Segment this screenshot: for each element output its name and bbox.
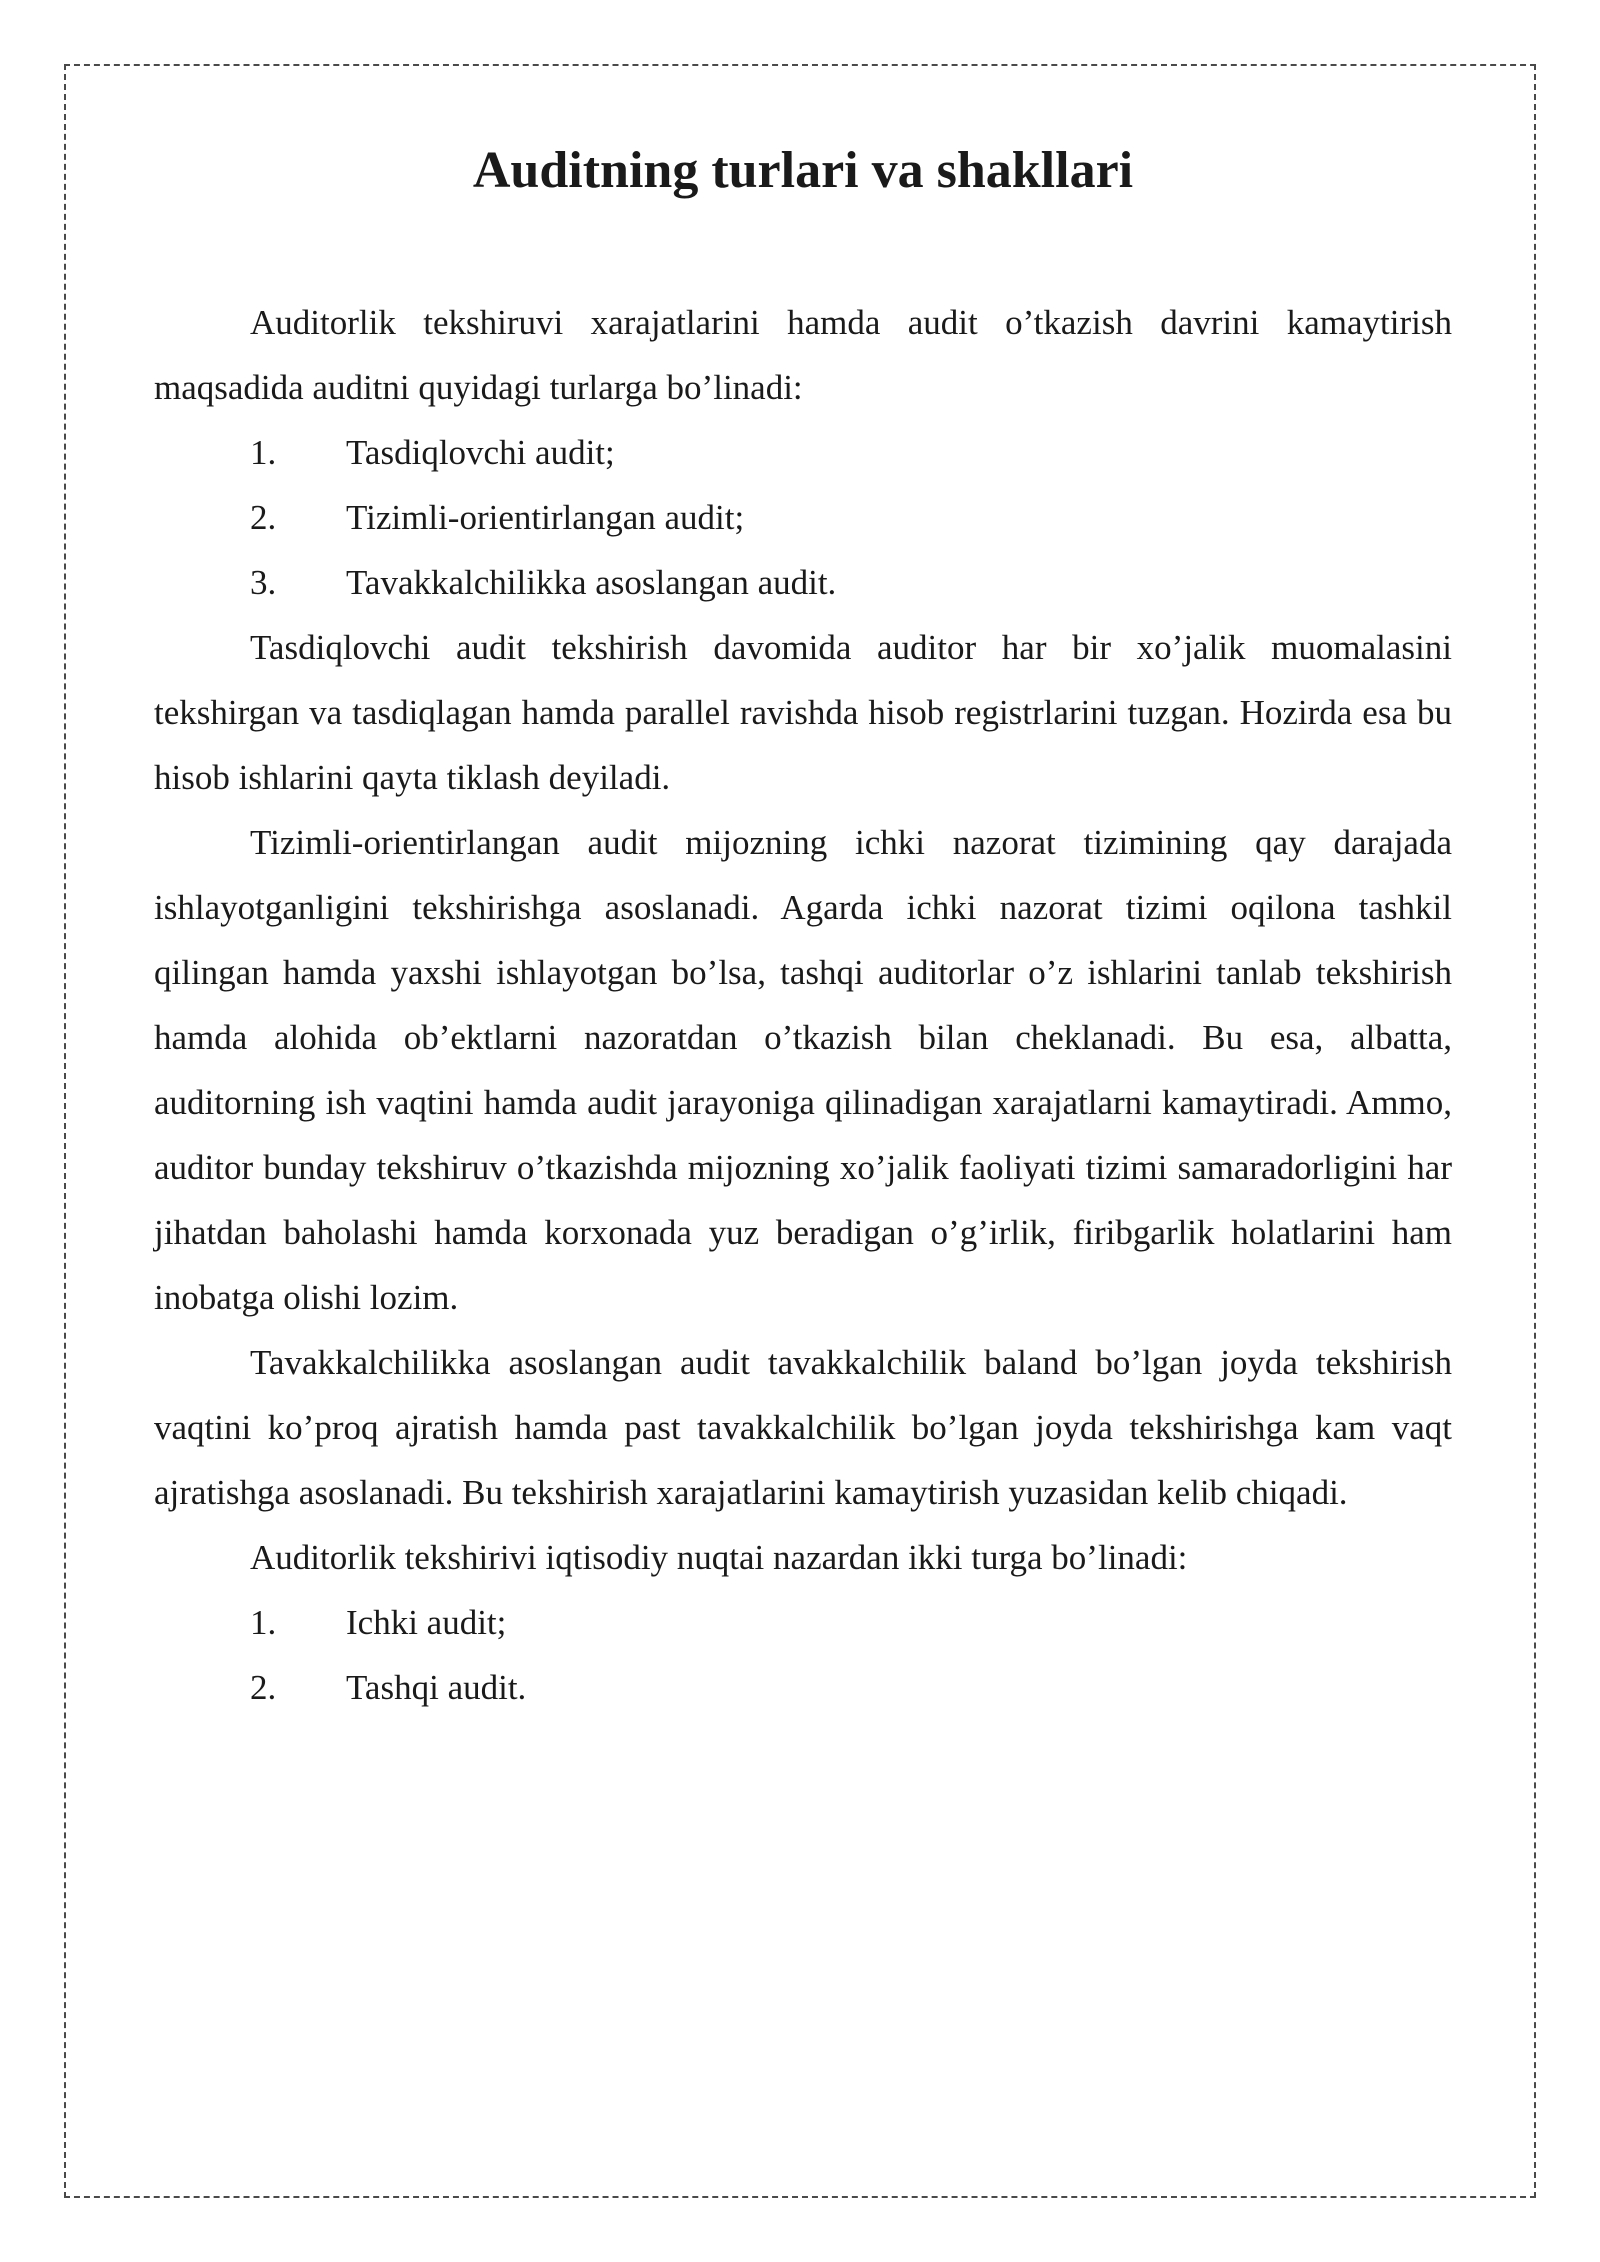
list-item xyxy=(154,1590,1452,1655)
paragraph-tavakkalchilik: Tavakkalchilikka asoslangan audit tavakkalchilik baland bo’lgan joyda tekshirish vaqtini ko’proq ajratish hamda past tavakkalchilik bo’lgan joyda tekshirishga kam vaqt ajratishga asoslanadi. Bu tekshirish xarajatlarini kamaytirish yuzasidan kelib chiqadi. xyxy=(154,1343,1452,1513)
economic-audit-types-list xyxy=(154,1590,1452,1720)
list-item-number: 1. xyxy=(250,433,277,473)
document-title: Auditning turlari va shakllari xyxy=(472,142,1134,199)
list-item xyxy=(154,550,1452,615)
paragraph-tizimli: Tizimli-orientirlangan audit mijozning ichki nazorat tizimining qay darajada ishlayotganligini tekshirishga asoslanadi. Agarda ichki nazorat tizimi oqilona tashkil qilingan hamda yaxshi ishlayotgan bo’lsa, tashqi auditorlar o’z ishlarini tanlab tekshirish hamda alohida ob’ektlarni nazoratdan o’tkazish bilan cheklanadi. Bu esa, albatta, auditorning ish vaqtini hamda audit jarayoniga qilinadigan xarajatlarni kamaytiradi. Ammo, auditor bunday tekshiruv o’tkazishda mijozning xo’jalik faoliyati tizimi samaradorligini har jihatdan baholashi hamda korxonada yuz beradigan o’g’irlik, firibgarlik holatlarini ham inobatga olishi lozim. xyxy=(154,823,1452,1318)
list-item-text: Tavakkalchilikka asoslangan audit. xyxy=(346,563,837,603)
list-item xyxy=(154,420,1452,485)
list-item-text: Tasdiqlovchi audit; xyxy=(346,433,615,473)
paragraph-tasdiqlovchi: Tasdiqlovchi audit tekshirish davomida auditor har bir xo’jalik muomalasini tekshirgan va tasdiqlagan hamda parallel ravishda hisob registrlarini tuzgan. Hozirda esa bu hisob ishlarini qayta tiklash deyiladi. xyxy=(154,628,1452,798)
list-item-number: 2. xyxy=(250,1668,277,1708)
list-item-text: Tashqi audit. xyxy=(346,1668,527,1708)
list-item xyxy=(154,1655,1452,1720)
list-item-text: Tizimli-orientirlangan audit; xyxy=(346,498,745,538)
paragraph-iqtisodiy: Auditorlik tekshirivi iqtisodiy nuqtai nazardan ikki turga bo’linadi: xyxy=(250,1538,1188,1578)
list-item xyxy=(154,485,1452,550)
document-body xyxy=(154,140,1452,1720)
list-item-number: 2. xyxy=(250,498,277,538)
audit-types-list xyxy=(154,420,1452,615)
list-item-number: 3. xyxy=(250,563,277,603)
list-item-number: 1. xyxy=(250,1603,277,1643)
paragraph-intro: Auditorlik tekshiruvi xarajatlarini hamda audit o’tkazish davrini kamaytirish maqsadida auditni quyidagi turlarga bo’linadi: xyxy=(154,303,1452,408)
list-item-text: Ichki audit; xyxy=(346,1603,507,1643)
